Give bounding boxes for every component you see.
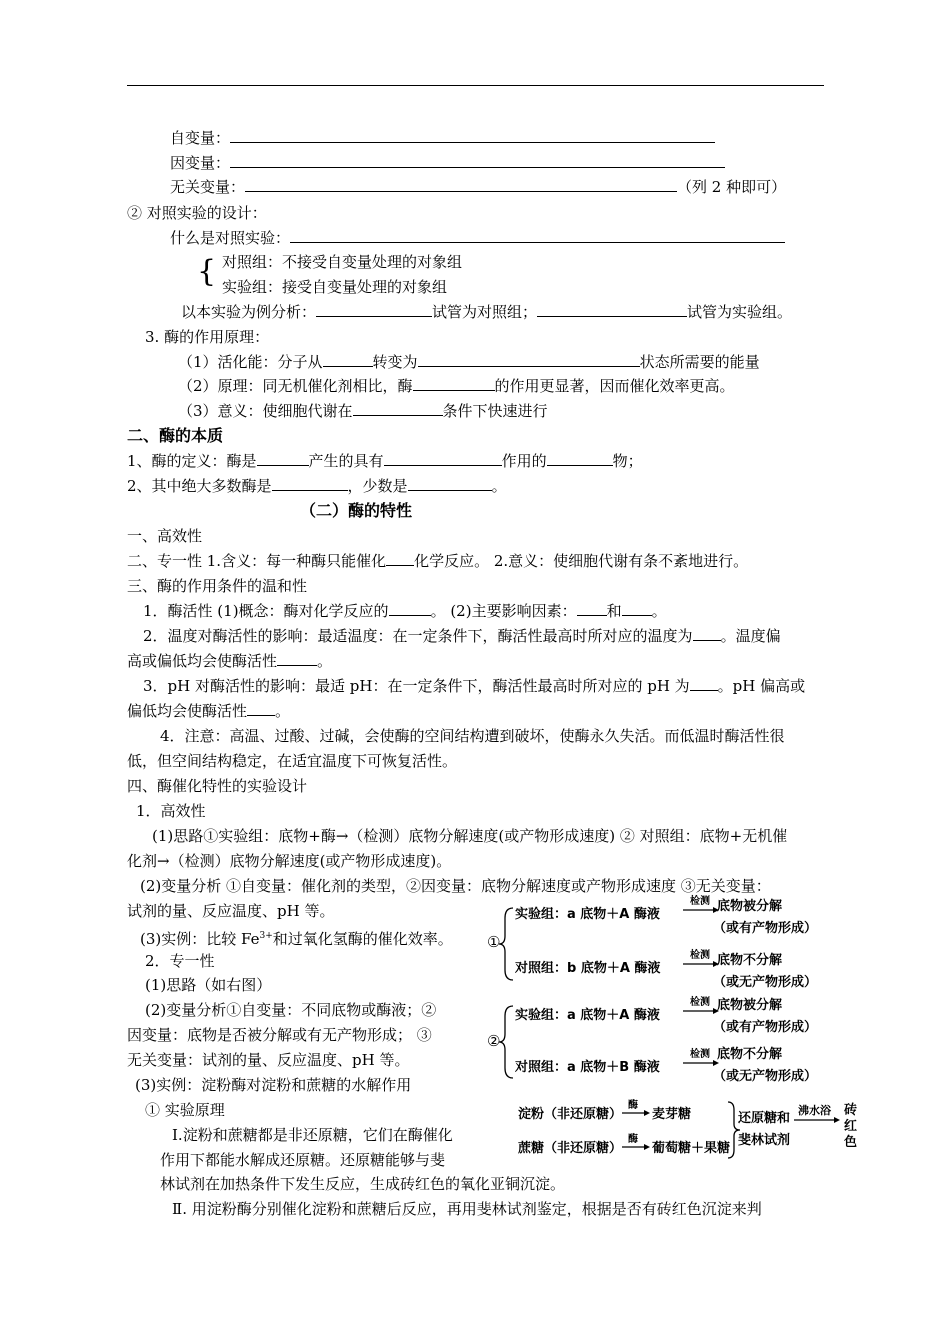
- efficiency-example-line: (3)实例：比较 $Fe^{3+}$和过氧化氢酶的催化效率。: [140, 930, 453, 948]
- enzyme-activity-line: 1．酶活性 (1)概念：酶对化学反应的 。 (2)主要影响因素： 和 。: [143, 602, 667, 620]
- ph-line-2: 偏低均会使酶活性 。: [127, 702, 291, 720]
- brace-icon-1: [499, 908, 513, 980]
- specificity-subheading: 2．专一性: [145, 952, 215, 970]
- detect-label-1: 检测: [690, 896, 710, 907]
- efficiency-idea-line-2: 化剂→（检测）底物分解速度(或产物形成速度)。: [127, 852, 452, 870]
- reducing-sugar-label: 还原糖和: [738, 1111, 791, 1126]
- principle-subheading: ① 实验原理: [145, 1101, 225, 1119]
- diagram-number-1: ①: [487, 933, 501, 951]
- maltose-label: 麦芽糖: [652, 1107, 692, 1122]
- outcome-2a: 底物不分解: [717, 953, 783, 968]
- section-enzyme-properties: （二）酶的特性: [300, 501, 413, 520]
- section-enzyme-nature: 二、酶的本质: [127, 426, 224, 445]
- enzyme-label-2: 酶: [628, 1134, 638, 1145]
- note-line-2: 低，但空间结构稳定，在适宜温度下可恢复活性。: [127, 752, 458, 770]
- independent-variable-line: 自变量：: [170, 128, 715, 148]
- dependent-variable-line: 因变量：: [170, 153, 725, 173]
- starch-label: 淀粉（非还原糖）: [518, 1107, 623, 1122]
- arrow-icon: [834, 1117, 840, 1123]
- principle-line-4: Ⅱ. 用淀粉酶分别催化淀粉和蔗糖后反应，再用斐林试剂鉴定，根据是否有砖红色沉淀来判: [172, 1200, 762, 1218]
- detect-label-4: 检测: [690, 1049, 710, 1060]
- specificity-line: 二、专一性 1.含义：每一种酶只能催化 化学反应。 2.意义：使细胞代谢有条不紊地进行。: [127, 552, 749, 570]
- diagram-number-2: ②: [487, 1032, 501, 1050]
- outcome-3a: 底物被分解: [717, 998, 783, 1013]
- brace-icon-2: [499, 1006, 513, 1078]
- top-rule: [127, 85, 824, 86]
- enzyme-label-1: 酶: [628, 1100, 638, 1111]
- mild-conditions-heading: 三、酶的作用条件的温和性: [127, 577, 308, 595]
- brick-red-char-3: 色: [844, 1135, 858, 1150]
- specificity-example-line: (3)实例：淀粉酶对淀粉和蔗糖的水解作用: [135, 1076, 412, 1094]
- control-row-1: 对照组：b 底物＋A 酶液: [515, 961, 661, 976]
- outcome-3b: （或有产物形成）: [713, 1020, 818, 1035]
- enzyme-definition-line: 1、酶的定义：酶是 产生的具有 作用的 物；: [127, 452, 643, 470]
- principle-line-2: 作用下都能水解成还原糖。还原糖能够与斐: [160, 1151, 446, 1169]
- control-group-line: 对照组：不接受自变量处理的对象组: [222, 253, 463, 271]
- specificity-variables-line-3: 无关变量：试剂的量、反应温度、pH 等。: [127, 1051, 410, 1069]
- experiment-design-heading: 四、酶催化特性的实验设计: [127, 777, 308, 795]
- temperature-line: 2．温度对酶活性的影响：最适温度：在一定条件下，酶活性最高时所对应的温度为 。温度偏: [143, 627, 781, 645]
- principle-line-1: Ⅰ.淀粉和蔗糖都是非还原糖，它们在酶催化: [172, 1126, 453, 1144]
- water-bath-label: 沸水浴: [798, 1104, 831, 1117]
- significance-line: （3）意义：使细胞代谢在 条件下快速进行: [178, 402, 548, 420]
- sucrose-label: 蔗糖（非还原糖）: [518, 1141, 623, 1156]
- starch-sucrose-hydrolysis-diagram: [510, 1096, 865, 1162]
- control-design-heading: ② 对照实验的设计：: [127, 204, 267, 222]
- specificity-experiment-diagram: [485, 888, 835, 1088]
- specificity-variables-line: (2)变量分析①自变量：不同底物或酶液；②: [145, 1001, 437, 1019]
- high-efficiency-heading: 一、高效性: [127, 527, 203, 545]
- arrow-icon: [644, 1110, 650, 1116]
- detect-label-3: 检测: [690, 997, 710, 1008]
- fehling-reagent-label: 斐林试剂: [738, 1133, 791, 1148]
- brick-red-char-1: 砖: [844, 1103, 858, 1118]
- activation-energy-line: （1）活化能：分子从 转变为 状态所需要的能量: [178, 353, 760, 371]
- arrow-icon: [644, 1144, 650, 1150]
- irrelevant-variable-line: 无关变量： （列 2 种即可）: [170, 178, 787, 196]
- glucose-fructose-label: 葡萄糖＋果糖: [652, 1141, 731, 1156]
- note-line: 4．注意：高温、过酸、过碱，会使酶的空间结构遭到破坏，使酶永久失活。而低温时酶活性很: [160, 727, 785, 745]
- outcome-1b: （或有产物形成）: [713, 921, 818, 936]
- efficiency-variables-line: (2)变量分析 ①自变量：催化剂的类型，②因变量：底物分解速度或产物形成速度 ③无关变量：: [140, 877, 771, 895]
- detect-label-2: 检测: [690, 950, 710, 961]
- specificity-variables-line-2: 因变量：底物是否被分解或有无产物形成； ③: [127, 1026, 432, 1044]
- brace-icon: {: [197, 254, 217, 289]
- experiment-group-line: 实验组：接受自变量处理的对象组: [222, 278, 448, 296]
- experiment-row-1: 实验组：a 底物＋A 酶液: [515, 907, 660, 922]
- outcome-4b: （或无产物形成）: [713, 1069, 818, 1084]
- mechanism-heading: 3. 酶的作用原理：: [145, 328, 270, 346]
- principle-line-3: 林试剂在加热条件下发生反应，生成砖红色的氧化亚铜沉淀。: [160, 1175, 566, 1193]
- temperature-line-2: 高或偏低均会使酶活性 。: [127, 652, 333, 670]
- efficiency-variables-line-2: 试剂的量、反应温度、pH 等。: [127, 902, 335, 920]
- outcome-1a: 底物被分解: [717, 899, 783, 914]
- ph-line: 3．pH 对酶活性的影响：最适 pH：在一定条件下，酶活性最高时所对应的 pH 为 。pH 偏高或: [143, 677, 806, 695]
- what-is-control-line: 什么是对照实验：: [170, 228, 785, 248]
- specificity-idea-line: (1)思路（如右图）: [145, 976, 272, 994]
- control-row-2: 对照组：a 底物＋B 酶液: [515, 1060, 660, 1075]
- enzyme-types-line: 2、其中绝大多数酶是 ，少数是 。: [127, 477, 507, 495]
- efficiency-idea-line: (1)思路①实验组：底物+酶→（检测）底物分解速度(或产物形成速度) ② 对照组：底物+无机催: [152, 827, 788, 845]
- principle-line: （2）原理：同无机催化剂相比，酶 的作用更显著，因而催化效率更高。: [178, 377, 735, 395]
- outcome-4a: 底物不分解: [717, 1047, 783, 1062]
- outcome-2b: （或无产物形成）: [713, 975, 818, 990]
- experiment-row-2: 实验组：a 底物＋A 酶液: [515, 1008, 660, 1023]
- example-analysis-line: 以本实验为例分析： 试管为对照组； 试管为实验组。: [181, 303, 793, 321]
- efficiency-subheading: 1．高效性: [136, 802, 206, 820]
- brick-red-char-2: 红: [844, 1119, 858, 1134]
